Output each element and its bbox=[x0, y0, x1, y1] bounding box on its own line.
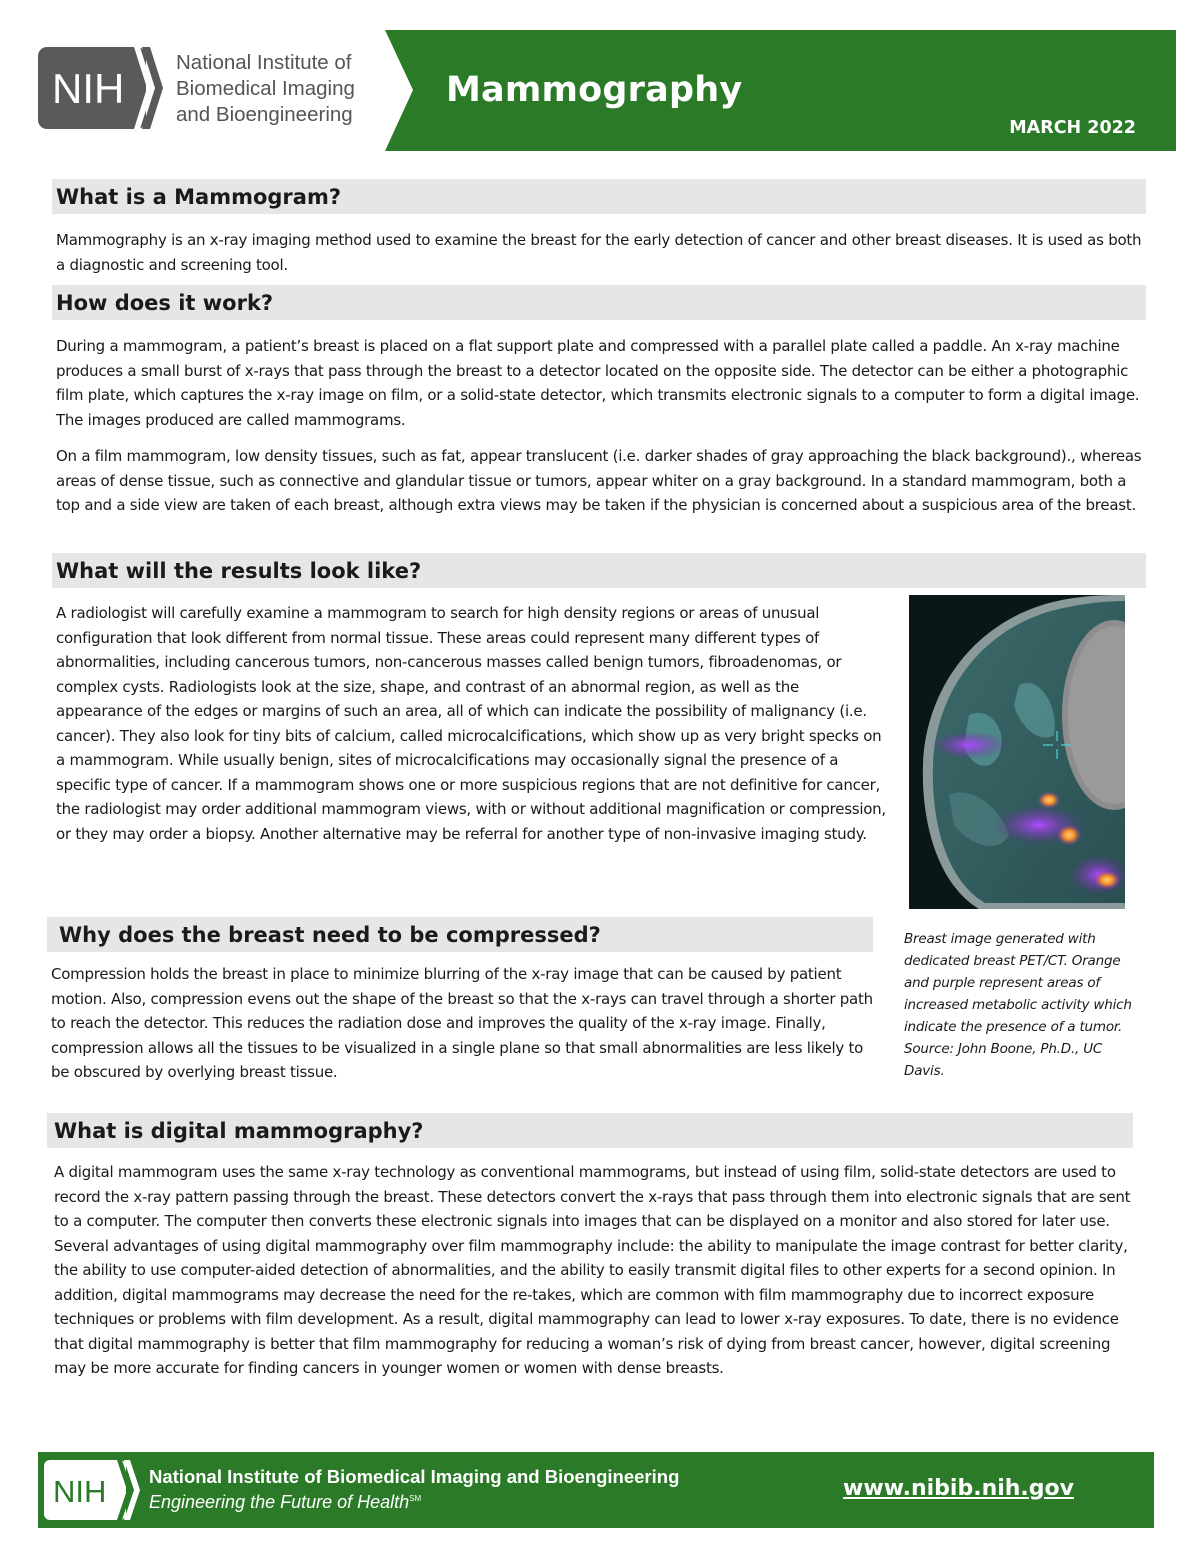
nih-logo bbox=[38, 47, 163, 129]
page-title: Mammography bbox=[446, 70, 743, 110]
footer-nih-logo bbox=[44, 1460, 140, 1520]
institute-line-2: Biomedical Imaging bbox=[176, 77, 355, 100]
page-header bbox=[0, 0, 1200, 160]
website-link[interactable]: www.nibib.nih.gov bbox=[843, 1476, 1074, 1501]
footer-tagline-text: Engineering the Future of Health bbox=[149, 1492, 410, 1512]
nih-logo-text: NIH bbox=[52, 65, 125, 112]
paragraph-how-work-2: On a film mammogram, low density tissues, such as fat, appear translucent (i.e. darker shades of gray approaching the black background)., whereas areas of dense tissue, such as connective and glandular tissue or tumors, appear whiter on a gray background. In a standard mammogram, both a top and a side view are taken of each breast, although extra views may be taken if the physician is concerned about a suspicious area of the breast. bbox=[56, 447, 1142, 514]
figure-caption: Breast image generated with dedicated breast PET/CT. Orange and purple represent areas of increased metabolic activity which indicate the presence of a tumor. Source: John Boone, Ph.D., UC Davis. bbox=[904, 931, 1132, 1079]
institute-line-1: National Institute of bbox=[176, 51, 352, 74]
footer-logo-text: NIH bbox=[53, 1474, 107, 1509]
paragraph-digital: A digital mammogram uses the same x-ray technology as conventional mammograms, but instead of using film, solid-state detectors are used to record the x-ray pattern passing through the breast. These detectors convert the x-rays that pass through them into electronic signals that are sent to a computer. The computer then converts these electronic signals into images that can be displayed on a monitor and also stored for later use. Several advantages of using digital mammography over film mammography include: the ability to manipulate the image contrast for better clarity, the ability to use computer-aided detection of abnormalities, and the ability to easily transmit digital files to other experts for a second opinion. In addition, digital mammograms may decrease the need for the re-takes, which are common with film mammography due to incorrect exposure techniques or problems with film development. As a result, digital mammography can lead to lower x-ray exposures. To date, there is no evidence that digital mammography is better that film mammography for reducing a woman’s risk of dying from breast cancer, however, digital screening may be more accurate for finding cancers in younger women or women with dense breasts. bbox=[54, 1163, 1131, 1377]
paragraph-how-work-1: During a mammogram, a patient’s breast is placed on a flat support plate and compressed with a parallel plate called a paddle. An x-ray machine produces a small burst of x-rays that pass through the breast to a detector located on the opposite side. The detector can be either a photographic film plate, which captures the x-ray image on film, or a solid-state detector, which transmits electronic signals to a computer to form a digital image. The images produced are called mammograms. bbox=[56, 337, 1140, 429]
publication-date: MARCH 2022 bbox=[1009, 118, 1136, 138]
section-heading-results: What will the results look like? bbox=[52, 553, 1146, 588]
section-heading-digital: What is digital mammography? bbox=[47, 1113, 1133, 1148]
footer-institute-name: National Institute of Biomedical Imaging and Bioengineering bbox=[149, 1466, 680, 1487]
institute-line-3: and Bioengineering bbox=[176, 103, 353, 126]
service-mark: SM bbox=[409, 1494, 422, 1503]
section-heading-what-is: What is a Mammogram? bbox=[52, 179, 1146, 214]
section-heading-compressed: Why does the breast need to be compressed? bbox=[47, 917, 873, 952]
footer-tagline bbox=[149, 1492, 421, 1513]
paragraph-what-is: Mammography is an x-ray imaging method used to examine the breast for the early detection of cancer and other breast diseases. It is used as both a diagnostic and screening tool. bbox=[56, 231, 1142, 274]
paragraph-compressed: Compression holds the breast in place to minimize blurring of the x-ray image that can be caused by patient motion. Also, compression evens out the shape of the breast so that the x-rays can travel through a shorter path to reach the detector. This reduces the radiation dose and improves the quality of the x-ray image. Finally, compression allows all the tissues to be visualized in a single plane so that small abnormalities are less likely to be obscured by overlying breast tissue. bbox=[51, 965, 873, 1081]
breast-pet-ct-image bbox=[909, 595, 1125, 909]
institute-name bbox=[176, 50, 355, 128]
section-heading-how-work: How does it work? bbox=[52, 285, 1146, 320]
paragraph-results: A radiologist will carefully examine a mammogram to search for high density regions or areas of unusual configuration that look different from normal tissue. These areas could represent many different types of abnormalities, including cancerous tumors, non-cancerous masses called benign tumors, fibroadenomas, or complex cysts. Radiologists look at the size, shape, and contrast of an abnormal region, as well as the appearance of the edges or margins of such an area, all of which can indicate the possibility of malignancy (i.e. cancer). They also look for tiny bits of calcium, called microcalcifications, which show up as very bright specks on a mammogram. While usually benign, sites of microcalcifications may occasionally signal the presence of a specific type of cancer. If a mammogram shows one or more suspicious regions that are not definitive for cancer, the radiologist may order additional mammogram views, with or without additional magnification or compression, or they may order a biopsy. Another alternative may be referral for another type of non-invasive imaging study. bbox=[56, 604, 886, 843]
page-footer bbox=[38, 1452, 1154, 1528]
